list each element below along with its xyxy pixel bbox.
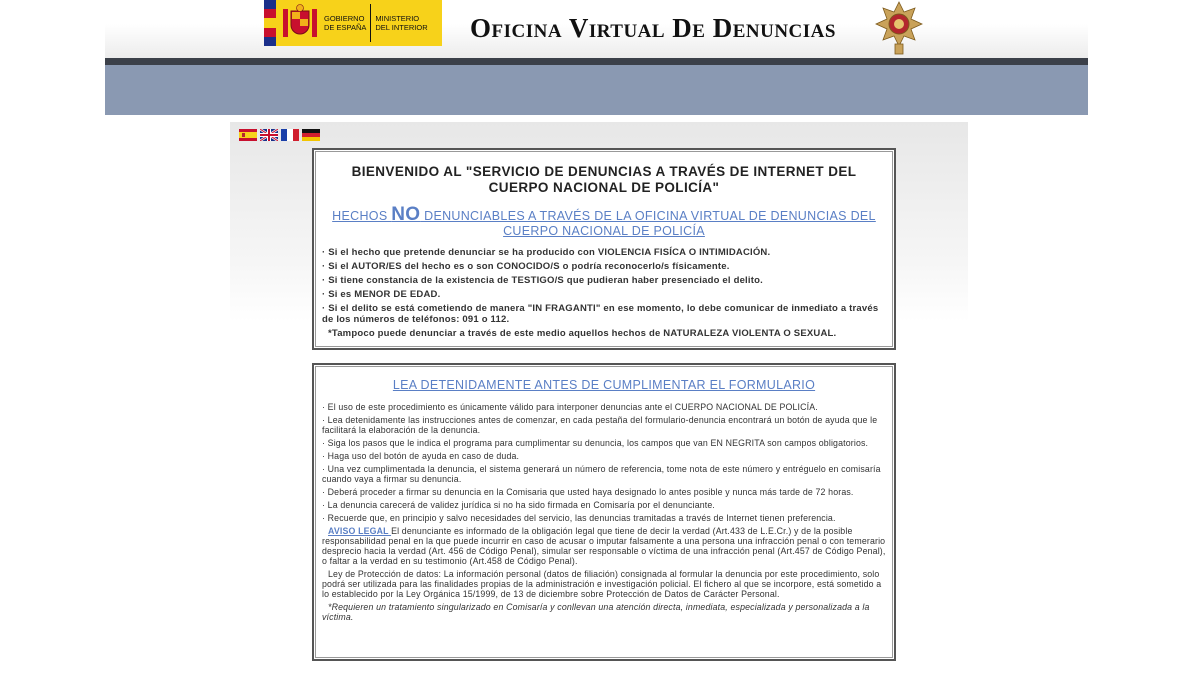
- coat-of-arms-icon: [280, 3, 320, 43]
- header-divider-bar: [105, 58, 1088, 65]
- site-header: [0, 0, 1200, 58]
- list-item: · Lea detenidamente las instrucciones antes de comenzar, en cada pestaña del formulario-denuncia encontrará un botón de ayuda que le facilitará la elaboración de la denuncia.: [322, 415, 878, 435]
- legal-notice-link[interactable]: AVISO LEGAL: [328, 526, 392, 536]
- ministry-label: MINISTERIO DEL INTERIOR: [375, 14, 428, 32]
- list-item: · La denuncia carecerá de validez jurídica si no ha sido firmada en Comisaría por el denunciante.: [322, 500, 716, 510]
- eu-flag-stripe: [264, 0, 276, 46]
- list-item: · El uso de este procedimiento es únicamente válido para interponer denuncias ante el CUERPO NACIONAL DE POLICÍA.: [322, 402, 818, 412]
- french-flag-icon[interactable]: [281, 129, 299, 141]
- list-item: · Si es MENOR DE EDAD.: [322, 289, 441, 300]
- legal-notice-text: El denunciante es informado de la obligación legal que tiene de decir la verdad (Art.433 de L.E.Cr.) y de la posible responsabilidad penal en la que puede incurrir en caso de acusar o imputar falsamente a una persona una infracción penal o con temerario desprecio hacia la verdad (Art. 456 de Código Penal), simular ser responsable o víctima de una infracción penal (Art.457 de Código Penal), o faltar a la verdad en su testimonio (Art.458 de Código Penal).: [322, 526, 886, 566]
- instructions-heading-link[interactable]: LEA DETENIDAMENTE ANTES DE CUMPLIMENTAR EL FORMULARIO: [392, 378, 816, 392]
- heading-suffix: DENUNCIABLES A TRAVÉS DE LA OFICINA VIRTUAL DE DENUNCIAS DEL CUERPO NACIONAL DE POLICÍA: [420, 209, 876, 238]
- government-label: GOBIERNO DE ESPAÑA: [324, 14, 367, 32]
- list-item: · Si el AUTOR/ES del hecho es o son CONOCIDO/S o podría reconocerlo/s físicamente.: [322, 261, 730, 272]
- legal-notice: [314, 526, 894, 566]
- welcome-title: BIENVENIDO AL "SERVICIO DE DENUNCIAS A TRAVÉS DE INTERNET DEL CUERPO NACIONAL DE POLICÍA": [351, 164, 857, 195]
- list-item: · Deberá proceder a firmar su denuncia en la Comisaria que usted haya designado lo antes posible y nunca más tarde de 72 horas.: [322, 487, 854, 497]
- violent-sexual-note: *Tampoco puede denunciar a través de este medio aquellos hechos de NATURALEZA VIOLENTA O SEXUAL.: [328, 328, 837, 339]
- victim-footnote: *Requieren un tratamiento singularizado en Comisaría y conllevan una atención directa, inmediata, especializada y personalizada a la víctima.: [322, 602, 870, 622]
- non-reportable-facts-link[interactable]: [326, 204, 882, 239]
- government-logo[interactable]: [264, 0, 442, 46]
- welcome-box: [312, 148, 896, 350]
- list-item: · Siga los pasos que le indica el programa para cumplimentar su denuncia, los campos que van EN NEGRITA son campos obligatorios.: [322, 438, 869, 448]
- list-item: · Una vez cumplimentada la denuncia, el sistema generará un número de referencia, tome nota de este número y entréguelo en comisaría cuando vaya a firmar su denuncia.: [322, 464, 881, 484]
- language-selector: [239, 129, 320, 141]
- site-title: Oficina Virtual De Denuncias: [470, 13, 836, 43]
- instructions-box: [312, 363, 896, 661]
- list-item: · Haga uso del botón de ayuda en caso de duda.: [322, 451, 520, 461]
- heading-no: NO: [391, 204, 421, 225]
- list-item: · Si tiene constancia de la existencia de TESTIGO/S que pudieran haber presenciado el delito.: [322, 275, 763, 286]
- navigation-band: [105, 65, 1088, 115]
- heading-prefix: HECHOS: [332, 209, 392, 223]
- data-protection-text: Ley de Protección de datos: La información personal (datos de filiación) consignada al formular la denuncia por este procedimiento, solo podrá ser utilizada para las finalidades propias de la administración e investigación policial. El fichero al que se incorpore, está sometido a lo establecido por la Ley Orgánica 15/1999, de 13 de diciembre sobre Protección de Datos de Carácter Personal.: [322, 569, 882, 599]
- police-badge-icon: [874, 0, 924, 56]
- list-item: · Si el delito se está cometiendo de manera "IN FRAGANTI" en ese momento, lo debe comunicar de inmediato a través de los números de teléfonos: 091 o 112.: [322, 303, 879, 325]
- english-flag-icon[interactable]: [260, 129, 278, 141]
- list-item: · Recuerde que, en principio y salvo necesidades del servicio, las denuncias tramitadas a través de Internet tienen preferencia.: [322, 513, 836, 523]
- list-item: · Si el hecho que pretende denunciar se ha producido con VIOLENCIA FISÍCA O INTIMIDACIÓN.: [322, 247, 771, 258]
- german-flag-icon[interactable]: [302, 129, 320, 141]
- instructions-list: [314, 402, 894, 523]
- spanish-flag-icon[interactable]: [239, 129, 257, 141]
- non-reportable-list: [314, 247, 894, 325]
